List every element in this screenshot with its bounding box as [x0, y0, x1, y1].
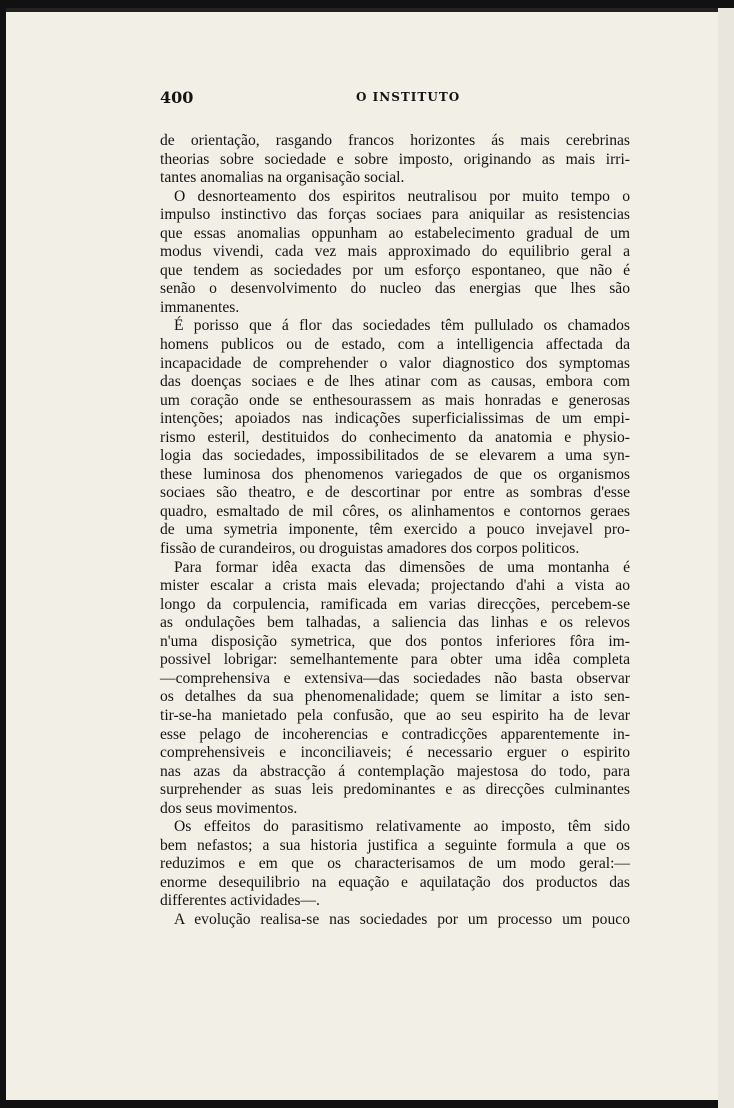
text-line: mister escalar a crista mais elevada; projectando d'ahi a vista ao: [160, 577, 630, 595]
text-line: —comprehensiva e extensiva—das sociedades não basta observar: [160, 669, 630, 687]
page-header: [160, 88, 630, 112]
text-line: das doenças sociaes e de lhes atinar com as causas, embora com: [160, 373, 630, 391]
text-line: de uma symetria imponente, têm exercido a pouco invejavel pro-: [160, 521, 630, 539]
text-line: esse pelago de incoherencias e contradicções apparentemente in-: [160, 725, 630, 743]
text-line: these luminosa dos phenomenos variegados de que os organismos: [160, 465, 630, 483]
text-line: surprehender as suas leis predominantes e as direcções culminantes: [160, 781, 630, 799]
text-line: enorme desequilibrio na equação e aquilatação dos productos das: [160, 873, 630, 891]
text-line: um coração onde se enthesourassem as mais honradas e generosas: [160, 391, 630, 409]
text-line: quadro, esmaltado de mil côres, os alinhamentos e contornos geraes: [160, 502, 630, 520]
text-line: O desnorteamento dos espiritos neutralisou por muito tempo o: [174, 187, 630, 205]
text-line: differentes actividades—.: [160, 892, 320, 910]
text-line: modus vivendi, cada vez mais approximado do equilibrio geral a: [160, 243, 630, 261]
text-line: longo da corpulencia, ramificada em varias direcções, percebem-se: [160, 595, 630, 613]
running-title: O INSTITUTO: [356, 90, 461, 104]
text-line: rismo esteril, destituidos do conhecimento da anatomia e physio-: [160, 428, 630, 446]
text-line: É porisso que á flor das sociedades têm pullulado os chamados: [174, 317, 630, 335]
text-line: theorias sobre sociedade e sobre imposto, originando as mais irri-: [160, 150, 630, 168]
page-number: 400: [160, 88, 194, 107]
text-line: Os effeitos do parasitismo relativamente ao imposto, têm sido: [174, 818, 630, 836]
body-text: [160, 132, 630, 930]
text-line: bem nefastos; a sua historia justifica a seguinte formula a que os: [160, 836, 630, 854]
text-line: comprehensiveis e inconciliaveis; é necessario erguer o espirito: [160, 744, 630, 762]
text-line: de orientação, rasgando francos horizontes ás mais cerebrinas: [160, 132, 630, 149]
text-line: Para formar idêa exacta das dimensões de uma montanha é: [174, 558, 630, 576]
text-line: fissão de curandeiros, ou droguistas amadores dos corpos politicos.: [160, 540, 580, 558]
text-line: possivel lobrigar: semelhantemente para obter uma idêa completa: [160, 651, 630, 669]
text-line: impulso instinctivo das forças sociaes para aniquilar as resistencias: [160, 206, 630, 224]
text-line: sociaes são theatro, e de descortinar por entre as sombras d'esse: [160, 484, 630, 502]
text-line: que essas anomalias oppunham ao estabelecimento gradual de um: [160, 224, 630, 242]
page-edge: [718, 8, 734, 1108]
text-line: logia das sociedades, impossibilitados de se elevarem a uma syn-: [160, 447, 630, 465]
text-line: incapacidade de comprehender o valor diagnostico dos symptomas: [160, 354, 630, 372]
text-line: immanentes.: [160, 298, 240, 316]
text-line: n'uma disposição symetrica, que dos pontos inferiores fôra im-: [160, 632, 630, 650]
text-line: reduzimos e em que os characterisamos de um modo geral:—: [160, 855, 630, 873]
text-line: tantes anomalias na organisação social.: [160, 169, 405, 187]
text-line: as ondulações bem talhadas, a saliencia das linhas e os relevos: [160, 614, 630, 632]
text-line: os detalhes da sua phenomenalidade; quem se limitar a isto sen-: [160, 688, 630, 706]
book-page: [160, 88, 630, 930]
text-line: A evolução realisa-se nas sociedades por um processo um pouco: [174, 910, 630, 928]
text-line: intenções; apoiados nas indicações superficialissimas de um empi-: [160, 410, 630, 428]
text-line: tir-se-ha manietado pela confusão, que ao seu espirito ha de levar: [160, 706, 630, 724]
text-line: dos seus movimentos.: [160, 799, 298, 817]
text-line: nas azas da abstracção á contemplação majestosa do todo, para: [160, 762, 630, 780]
text-line: senão o desenvolvimento do nucleo das energias que lhes são: [160, 280, 630, 298]
text-line: homens publicos ou de estado, com a intelligencia affectada da: [160, 336, 630, 354]
text-line: que tendem as sociedades por um esforço espontaneo, que não é: [160, 261, 630, 279]
